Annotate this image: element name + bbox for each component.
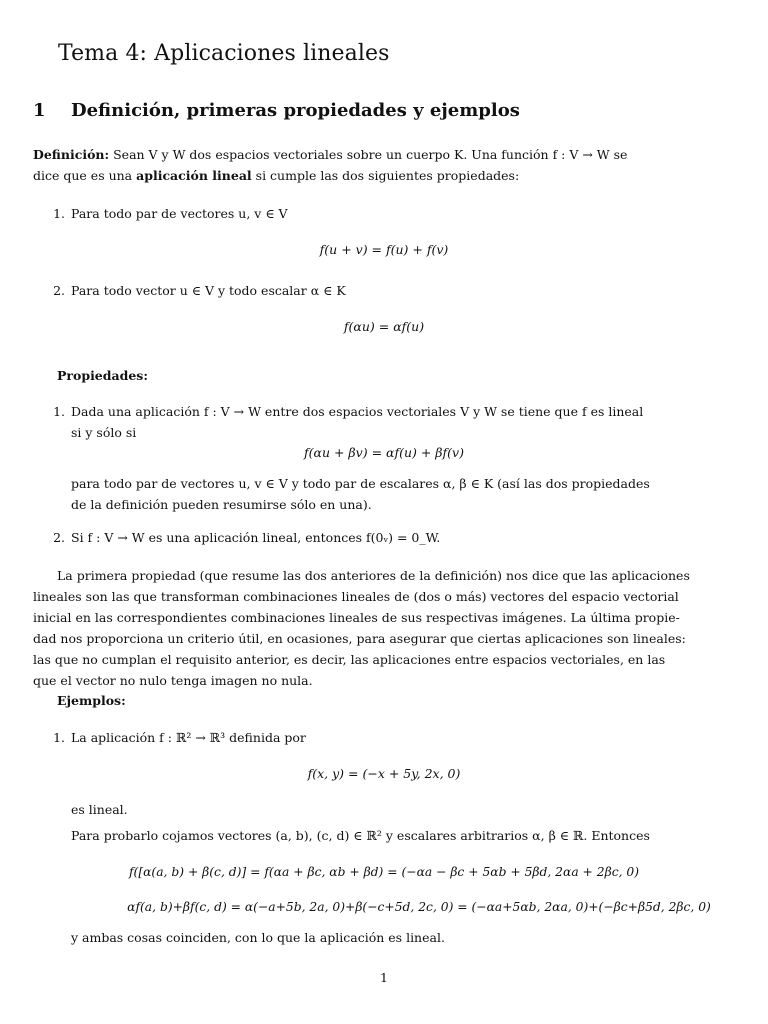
item-text: Dada una aplicación f : V → W entre dos espacios vectoriales V y W se tiene que f es lineal bbox=[71, 404, 644, 419]
item-number: 2. bbox=[53, 283, 65, 298]
paragraph-line-4: dad nos proporciona un criterio útil, en ocasiones, para asegurar que ciertas aplicaciones son lineales: bbox=[33, 631, 686, 646]
item-number: 2. bbox=[53, 530, 65, 545]
document-title: Tema 4: Aplicaciones lineales bbox=[58, 41, 390, 66]
page-number: 1 bbox=[380, 970, 388, 985]
section-title: Definición, primeras propiedades y ejemplos bbox=[71, 100, 520, 121]
property-item-1-line-2: si y sólo si bbox=[71, 425, 137, 440]
formula-example-left: f([α(a, b) + β(c, d)] = f(αa + βc, αb + βd) = (−αa − βc + 5αb + 5βd, 2αa + 2βc, 0) bbox=[128, 865, 640, 879]
item-number: 1. bbox=[53, 404, 65, 419]
example-item-1 bbox=[45, 728, 306, 748]
examples-heading: Ejemplos: bbox=[57, 693, 126, 708]
section-number: 1 bbox=[33, 100, 46, 121]
item-text: Para todo vector u ∈ V y todo escalar α ∈ K bbox=[71, 283, 346, 298]
item-number: 1. bbox=[53, 206, 65, 221]
definition-line-1 bbox=[33, 145, 627, 165]
property-item-1-after-2: de la definición pueden resumirse sólo en una). bbox=[71, 497, 372, 512]
property-item-1 bbox=[45, 402, 643, 422]
paragraph-line-1: La primera propiedad (que resume las dos anteriores de la definición) nos dice que las aplicaciones bbox=[57, 568, 690, 583]
item-number: 1. bbox=[53, 730, 65, 745]
example-is-linear: es lineal. bbox=[71, 802, 128, 817]
formula-example-map: f(x, y) = (−x + 5y, 2x, 0) bbox=[307, 766, 461, 781]
paragraph-line-6: que el vector no nulo tenga imagen no nula. bbox=[33, 673, 313, 688]
formula-additivity: f(u + v) = f(u) + f(v) bbox=[319, 242, 449, 257]
definition-item-1 bbox=[45, 204, 288, 224]
paragraph-line-5: las que no cumplan el requisito anterior, es decir, las aplicaciones entre espacios vectoriales, en las bbox=[33, 652, 666, 667]
definition-item-2 bbox=[45, 281, 346, 301]
definition-label: Definición: bbox=[33, 147, 110, 162]
definition-text-2a: dice que es una bbox=[33, 168, 137, 183]
definition-text-2b: si cumple las dos siguientes propiedades: bbox=[251, 168, 520, 183]
definition-text-1: Sean V y W dos espacios vectoriales sobre un cuerpo K. Una función f : V → W se bbox=[113, 147, 628, 162]
paragraph-line-3: inicial en las correspondientes combinaciones lineales de sus respectivas imágenes. La última propie- bbox=[33, 610, 680, 625]
item-text: Si f : V → W es una aplicación lineal, entonces f(0ᵥ) = 0_W. bbox=[71, 530, 441, 545]
formula-linear-combination: f(αu + βv) = αf(u) + βf(v) bbox=[304, 445, 464, 460]
item-text: La aplicación f : ℝ² → ℝ³ definida por bbox=[71, 730, 306, 745]
property-item-2 bbox=[45, 528, 440, 548]
example-proof-intro: Para probarlo cojamos vectores (a, b), (c, d) ∈ ℝ² y escalares arbitrarios α, β ∈ ℝ. Entonces bbox=[71, 828, 650, 843]
example-conclusion: y ambas cosas coinciden, con lo que la aplicación es lineal. bbox=[71, 930, 445, 945]
formula-homogeneity: f(αu) = αf(u) bbox=[343, 319, 425, 334]
definition-term: aplicación lineal bbox=[136, 168, 252, 183]
property-item-1-after-1: para todo par de vectores u, v ∈ V y todo par de escalares α, β ∈ K (así las dos propiedades bbox=[71, 476, 650, 491]
formula-example-right: αf(a, b)+βf(c, d) = α(−a+5b, 2a, 0)+β(−c+5d, 2c, 0) = (−αa+5αb, 2αa, 0)+(−βc+β5d, 2βc, 0) bbox=[127, 900, 711, 914]
paragraph-line-2: lineales son las que transforman combinaciones lineales de (dos o más) vectores del espacio vectorial bbox=[33, 589, 679, 604]
properties-heading: Propiedades: bbox=[57, 368, 148, 383]
section-heading bbox=[33, 101, 520, 121]
item-text: Para todo par de vectores u, v ∈ V bbox=[71, 206, 288, 221]
definition-line-2 bbox=[33, 166, 519, 186]
